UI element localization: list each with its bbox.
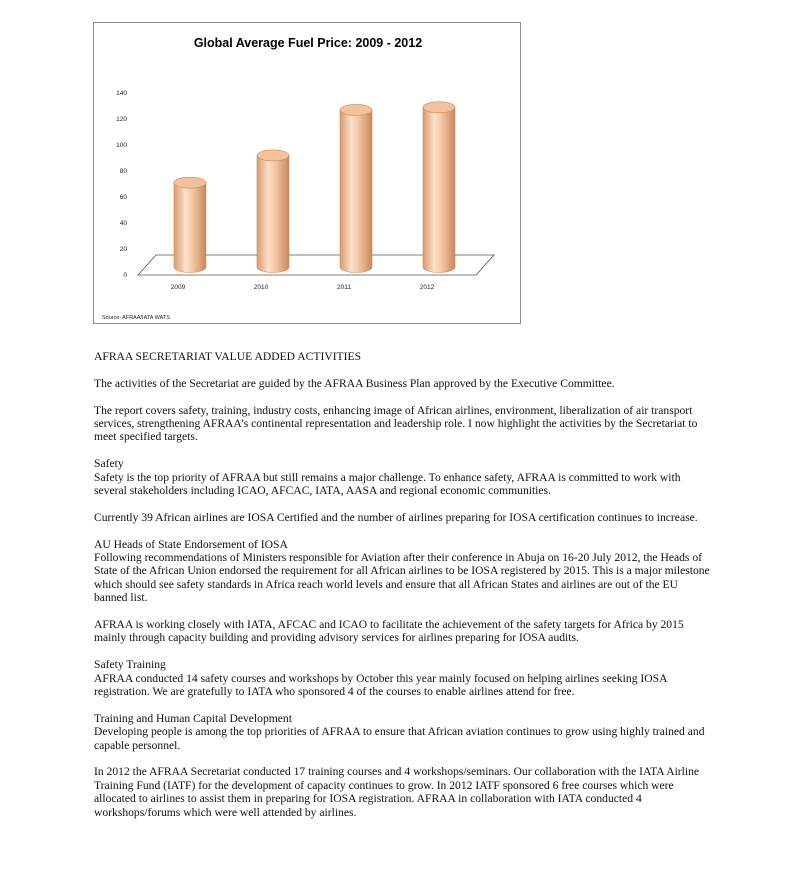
y-tick-label: 20 — [119, 246, 127, 253]
bar-2009 — [174, 177, 206, 272]
fuel-price-chart — [93, 22, 521, 324]
document-body — [94, 350, 714, 832]
section-title: AFRAA SECRETARIAT VALUE ADDED ACTIVITIES — [94, 350, 362, 363]
y-tick-label: 140 — [116, 90, 127, 97]
iosa-certified-paragraph: Currently 39 African airlines are IOSA Certified and the number of airlines preparing for IOSA certification continues to increase. — [94, 510, 698, 524]
safety-training-heading: Safety Training — [94, 658, 166, 672]
report-paragraph: The report covers safety, training, industry costs, enhancing image of African airlines, environment, liberalization of air transport services, strengthening AFRAA’s continental representation and leadership role. I now highlight the activities by the Secretariat to meet specified targets. — [94, 403, 698, 444]
safety-training-paragraph: AFRAA conducted 14 safety courses and workshops by October this year mainly focused on helping airlines seeking IOSA registration. We are gratefully to IATA who sponsored 4 of the courses to enable airlines attend for free. — [94, 671, 667, 699]
chart-canvas — [94, 23, 522, 325]
bar-2010 — [257, 150, 289, 273]
bar-2012 — [423, 102, 455, 273]
chart-source: Source: AFRAA/IATA WATS — [102, 315, 170, 321]
au-section — [94, 538, 714, 605]
x-axis-ticks — [171, 284, 435, 291]
safety-section — [94, 457, 714, 497]
training-2012-paragraph: In 2012 the AFRAA Secretariat conducted 17 training courses and 4 workshops/seminars. Our collaboration with the IATA Airline Training Fund (IATF) for the development of capacity continues to grow. In 2012 IATF sponsored 6 free courses which were allocated to airlines to assist them in preparing for IOSA registration. AFRAA in collaboration with IATA conducted 4 workshops/forums which were well attended by airlines. — [94, 765, 700, 819]
chart-title: Global Average Fuel Price: 2009 - 2012 — [193, 36, 423, 50]
y-axis-ticks — [116, 90, 127, 279]
bar-2011 — [340, 104, 372, 272]
safety-paragraph: Safety is the top priority of AFRAA but still remains a major challenge. To enhance safety, AFRAA is committed to work with several stakeholders including ICAO, AFCAC, IATA, AASA and regional economic communities. — [94, 470, 681, 498]
bar-body — [257, 155, 289, 272]
bar-body — [174, 183, 206, 273]
safety-heading: Safety — [94, 457, 124, 471]
au-heading: AU Heads of State Endorsement of IOSA — [94, 537, 288, 551]
bar-top — [340, 104, 372, 115]
y-tick-label: 60 — [119, 194, 127, 201]
y-tick-label: 120 — [116, 116, 127, 123]
x-tick-label: 2011 — [337, 284, 351, 291]
bar-top — [257, 150, 289, 161]
bar-body — [423, 107, 455, 272]
hcd-section — [94, 712, 714, 752]
bar-top — [423, 102, 455, 113]
hcd-paragraph: Developing people is among the top priorities of AFRAA to ensure that African aviation continues to grow using highly trained and capable personnel. — [94, 725, 705, 752]
y-tick-label: 40 — [119, 220, 127, 227]
x-tick-label: 2012 — [419, 284, 435, 291]
x-tick-label: 2009 — [170, 284, 186, 291]
hcd-heading: Training and Human Capital Development — [94, 711, 292, 725]
x-tick-label: 2010 — [253, 284, 269, 291]
intro-paragraph: The activities of the Secretariat are guided by the AFRAA Business Plan approved by the Executive Committee. — [94, 376, 615, 390]
y-tick-label: 80 — [119, 168, 127, 175]
bar-series — [174, 102, 455, 273]
afraa-working-paragraph: AFRAA is working closely with IATA, AFCAC and ICAO to facilitate the achievement of the safety targets for Africa by 2015 mainly through capacity building and providing advisory services for airlines preparing for IOSA audits. — [94, 618, 684, 645]
bar-body — [340, 110, 372, 273]
bar-top — [174, 177, 206, 188]
y-tick-label: 100 — [116, 142, 127, 149]
au-paragraph: Following recommendations of Ministers responsible for Aviation after their conference in Abuja on 16-20 July 2012, the Heads of State of the African Union endorsed the requirement for all African airlines to be IOSA registered by 2015. This is a major milestone which should see safety standards in Africa reach world levels and ensure that all African States and airlines are out of the EU banned list. — [94, 551, 710, 605]
safety-training-section — [94, 658, 714, 698]
y-tick-label: 0 — [123, 272, 127, 279]
